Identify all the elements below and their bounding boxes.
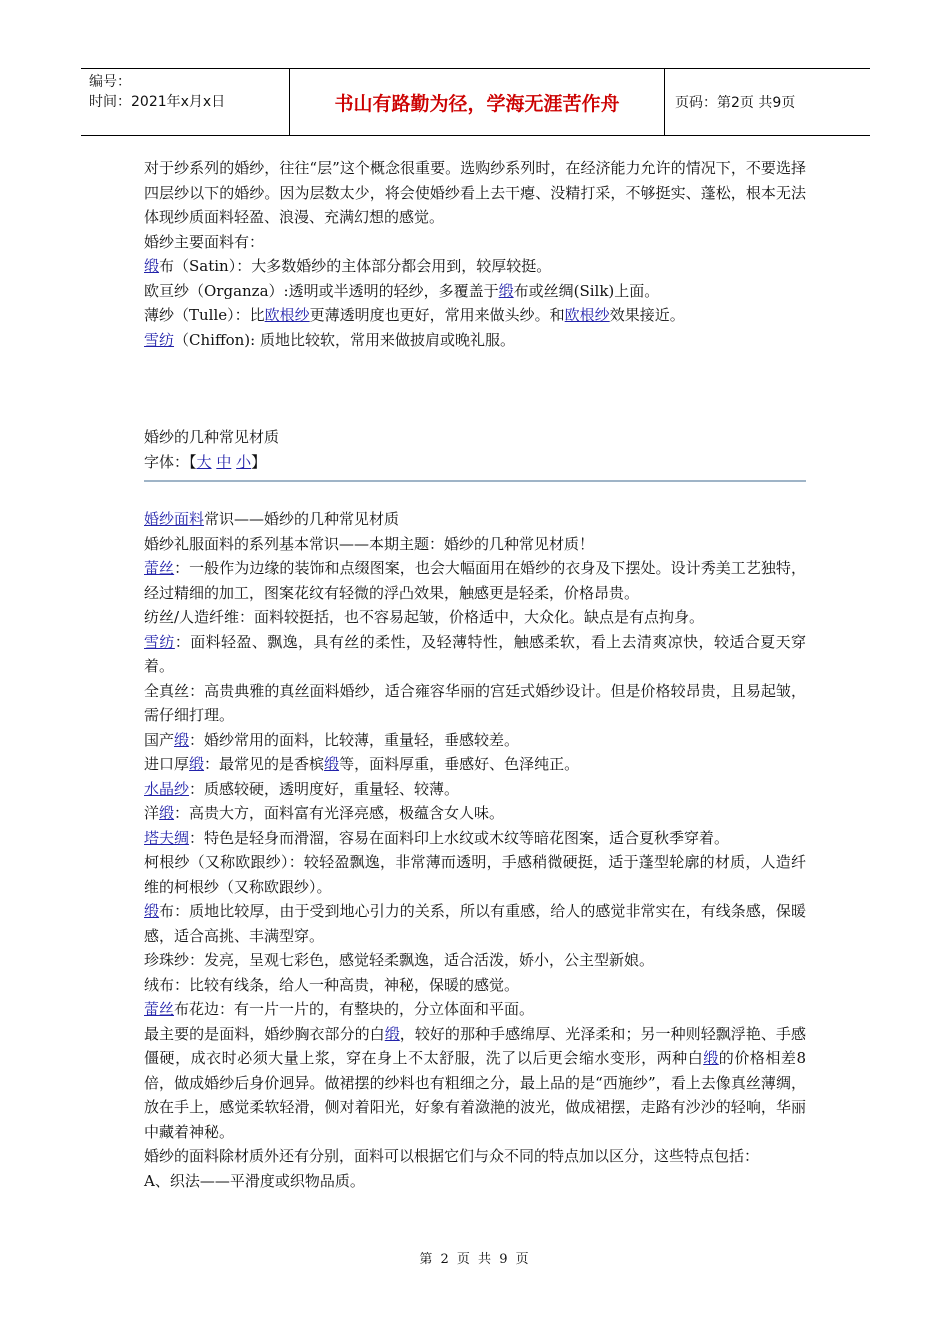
link-satin[interactable]: 缎	[144, 257, 160, 275]
font-size-small-link[interactable]: 小	[236, 452, 252, 471]
fabric-organza: 欧亘纱（Organza）:透明或半透明的轻纱，多覆盖于缎布或丝绸(Silk)上面。	[144, 281, 660, 300]
material-western-satin: 洋缎：高贵大方，面料富有光泽亮感，极蕴含女人味。	[144, 804, 505, 822]
article-title: 婚纱的几种常见材质	[144, 428, 280, 446]
time-label: 时间：2021年x月x日	[89, 94, 226, 110]
divider	[144, 480, 806, 482]
link-satin[interactable]: 缎	[144, 902, 160, 920]
header-meta	[81, 69, 289, 135]
fabric-heading: 婚纱主要面料有：	[144, 232, 265, 251]
link-satin[interactable]: 缎	[703, 1049, 719, 1067]
intro-paragraph: 对于纱系列的婚纱，往往“层”这个概念很重要。选购纱系列时，在经济能力允许的情况下，不要选择四层纱以下的婚纱。因为层数太少，将会使婚纱看上去干瘪、没精打采，不够挺实、蓬松，根本无法体现纱质面料轻盈、浪漫、充满幻想的感觉。	[144, 159, 806, 226]
page-header	[81, 68, 870, 136]
article-section	[144, 425, 806, 1193]
link-organza[interactable]: 欧根纱	[564, 306, 610, 324]
material-chiffon: 雪纺：面料轻盈、飘逸，具有丝的柔性，及轻薄特性，触感柔软，看上去清爽凉快，较适合夏天穿着。	[144, 632, 806, 675]
header-motto: 书山有路勤为径，学海无涯苦作舟	[289, 69, 665, 135]
material-satin-cloth: 缎布：质地比较厚，由于受到地心引力的关系，所以有重感，给人的感觉非常实在，有线条感，保暖感，适合高挑、丰满型穿。	[144, 902, 806, 945]
link-satin[interactable]: 缎	[174, 730, 190, 749]
paragraph-fabric-quality: 最主要的是面料，婚纱胸衣部分的白缎，较好的那种手感绵厚、光泽柔和；另一种则轻飘浮艳、手感僵硬，成衣时必须大量上浆，穿在身上不太舒服，洗了以后更会缩水变形，两种白缎的价格相差8倍，做成婚纱后身价迥异。做裙摆的纱料也有粗细之分，最上品的是“西施纱”，看上去像真丝薄绸，放在手上，感觉柔软轻滑，侧对着阳光，好象有着潋滟的波光，做成裙摆，走路有沙沙的轻响，华丽中藏着神秘。	[144, 1024, 806, 1141]
article-intro: 婚纱礼服面料的系列基本常识——本期主题：婚纱的几种常见材质！	[144, 534, 595, 553]
material-lace-trim: 蕾丝布花边：有一片一片的，有整块的，分立体面和平面。	[144, 1000, 535, 1018]
material-lace: 蕾丝：一般作为边缘的装饰和点缀图案，也会大幅面用在婚纱的衣身及下摆处。设计秀美工艺独特，经过精细的加工，图案花纹有轻微的浮凸效果，触感更是轻柔，价格昂贵。	[144, 559, 806, 602]
link-organza[interactable]: 欧根纱	[264, 306, 310, 324]
paragraph-fabric-features: 婚纱的面料除材质外还有分别，面料可以根据它们与众不同的特点加以区分，这些特点包括：	[144, 1147, 760, 1165]
material-imported-satin: 进口厚缎：最常见的是香槟缎等，面料厚重，垂感好、色泽纯正。	[144, 755, 580, 773]
fabric-tulle: 薄纱（Tulle）：比欧根纱更薄透明度也更好，常用来做头纱。和欧根纱效果接近。	[144, 306, 685, 324]
link-satin[interactable]: 缎	[384, 1024, 400, 1043]
material-pearl-yarn: 珍珠纱：发亮，呈观七彩色，感觉轻柔飘逸，适合活泼，娇小，公主型新娘。	[144, 951, 655, 969]
page-footer: 第 2 页 共 9 页	[419, 1252, 531, 1267]
material-synthetic: 纺丝/人造纤维：面料较挺括，也不容易起皱，价格适中，大众化。缺点是有点拘身。	[144, 608, 705, 626]
material-crystal-yarn: 水晶纱：质感较硬，透明度好，重量轻、较薄。	[144, 779, 460, 798]
link-satin[interactable]: 缎	[159, 804, 175, 822]
link-wedding-fabric[interactable]: 婚纱面料	[144, 510, 205, 528]
link-satin[interactable]: 缎	[189, 755, 205, 773]
font-size-selector: 字体：【大 中 小】	[144, 452, 267, 471]
paragraph-weave: A、织法——平滑度或织物品质。	[144, 1171, 365, 1190]
fabric-satin: 缎布（Satin）：大多数婚纱的主体部分都会用到，较厚较挺。	[144, 257, 552, 275]
material-organza: 柯根纱（又称欧跟纱）：较轻盈飘逸，非常薄而透明，手感稍微硬挺，适于蓬型轮廓的材质，人造纤维的柯根纱（又称欧跟纱）。	[144, 853, 806, 896]
link-satin[interactable]: 缎	[498, 281, 514, 300]
link-satin[interactable]: 缎	[324, 755, 340, 773]
link-taffeta[interactable]: 塔夫绸	[144, 828, 190, 847]
document-body	[144, 156, 806, 1193]
material-domestic-satin: 国产缎：婚纱常用的面料，比较薄，重量轻，垂感较差。	[144, 730, 520, 749]
link-chiffon[interactable]: 雪纺	[144, 632, 175, 651]
font-size-large-link[interactable]: 大	[196, 452, 212, 471]
header-page-info: 页码：第2页 共9页	[675, 95, 796, 111]
fabric-chiffon: 雪纺（Chiffon): 质地比较软，常用来做披肩或晚礼服。	[144, 330, 515, 349]
link-chiffon[interactable]: 雪纺	[144, 330, 175, 349]
material-velvet: 绒布：比较有线条，给人一种高贵，神秘，保暖的感觉。	[144, 975, 520, 994]
link-lace[interactable]: 蕾丝	[144, 1000, 175, 1018]
font-size-medium-link[interactable]: 中	[216, 452, 232, 471]
number-label: 编号：	[89, 74, 131, 90]
material-silk: 全真丝：高贵典雅的真丝面料婚纱，适合雍容华丽的宫廷式婚纱设计。但是价格较昂贵，且易起皱，需仔细打理。	[144, 681, 806, 724]
link-lace[interactable]: 蕾丝	[144, 559, 175, 577]
article-subtitle: 婚纱面料常识——婚纱的几种常见材质	[144, 510, 400, 528]
material-taffeta: 塔夫绸：特色是轻身而滑溜，容易在面料印上水纹或木纹等暗花图案，适合夏秋季穿着。	[144, 828, 730, 847]
link-crystal-yarn[interactable]: 水晶纱	[144, 779, 190, 798]
